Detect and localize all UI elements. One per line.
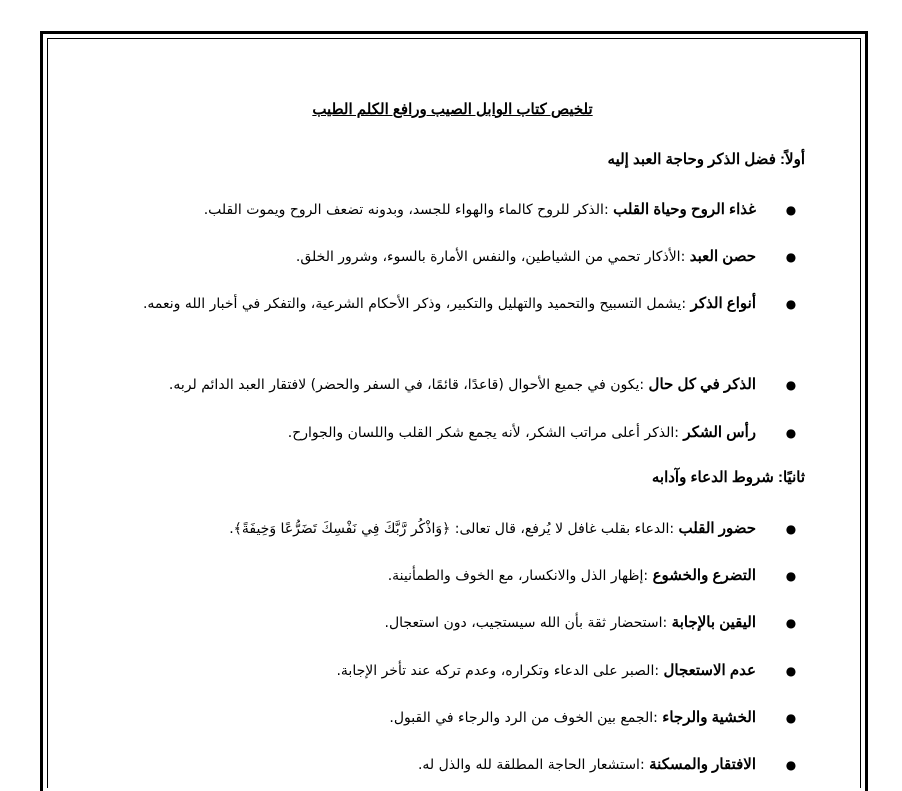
item-desc: :إظهار الذل والانكسار، مع الخوف والطمأنينة.: [387, 568, 649, 584]
list-item: [100, 413, 805, 453]
bullet-icon: ●: [785, 297, 797, 311]
item-desc: :يكون في جميع الأحوال (قاعدًا، قائمًا، في السفر والحضر) لافتقار العبد الدائم لربه.: [168, 377, 645, 393]
bullet-icon: ●: [785, 203, 797, 217]
item-term: اليقين بالإجابة: [671, 614, 756, 631]
item-term: التضرع والخشوع: [652, 567, 756, 584]
bullet-icon: ●: [785, 426, 797, 440]
item-term: غذاء الروح وحياة القلب: [613, 201, 756, 218]
item-term: الافتقار والمسكنة: [649, 756, 756, 773]
list-item: [100, 284, 805, 324]
list-item: [100, 745, 805, 785]
list-item: [100, 603, 805, 643]
list-item: [100, 237, 805, 277]
item-term: حضور القلب: [678, 520, 756, 537]
bullet-icon: ●: [785, 616, 797, 630]
item-desc: :يشمل التسبيح والتحميد والتهليل والتكبير، وذكر الأحكام الشرعية، والتفكر في أخبار الله ونعمه.: [142, 296, 687, 312]
list-item: [100, 190, 805, 230]
item-desc: :الأذكار تحمي من الشياطين، والنفس الأمارة بالسوء، وشرور الخلق.: [295, 249, 686, 265]
item-desc: :استحضار ثقة بأن الله سيستجيب، دون استعجال.: [384, 615, 668, 631]
bullet-icon: ●: [785, 711, 797, 725]
bullet-icon: ●: [785, 250, 797, 264]
list-item: [100, 651, 805, 691]
item-desc: :الصبر على الدعاء وتكراره، وعدم تركه عند تأخر الإجابة.: [336, 663, 660, 679]
bullet-icon: ●: [785, 664, 797, 678]
item-desc: :الجمع بين الخوف من الرد والرجاء في القبول.: [389, 710, 658, 726]
item-term: أنواع الذكر: [690, 295, 756, 312]
item-term: حصن العبد: [689, 248, 756, 265]
bullet-icon: ●: [785, 522, 797, 536]
bullet-icon: ●: [785, 569, 797, 583]
document-title: [100, 100, 805, 118]
document-title-text: تلخيص كتاب الوابل الصيب ورافع الكلم الطيب: [312, 101, 593, 118]
item-desc: :الذكر أعلى مراتب الشكر، لأنه يجمع شكر القلب واللسان والجوارح.: [287, 425, 679, 441]
item-term: الخشية والرجاء: [662, 709, 756, 726]
list-item: [100, 698, 805, 738]
document-body: [100, 0, 805, 777]
item-desc: :الذكر للروح كالماء والهواء للجسد، وبدونه تضعف الروح ويموت القلب.: [203, 202, 609, 218]
bullet-icon: ●: [785, 758, 797, 772]
item-desc: :الدعاء بقلب غافل لا يُرفع، قال تعالى: ﴿وَاذْكُر رَّبَّكَ فِي نَفْسِكَ تَضَرُّعًا وَخِيفَةً﴾.: [229, 521, 675, 537]
item-term: عدم الاستعجال: [663, 662, 756, 679]
bullet-icon: ●: [785, 378, 797, 392]
item-term: رأس الشكر: [683, 424, 756, 441]
section-heading-2: ثانيًا: شروط الدعاء وآدابه: [651, 469, 805, 486]
item-term: الذكر في كل حال: [648, 376, 756, 393]
section-heading-1: أولاً: فضل الذكر وحاجة العبد إليه: [607, 151, 805, 168]
list-item: [100, 556, 805, 596]
list-item: [100, 365, 805, 405]
item-desc: :استشعار الحاجة المطلقة لله والذل له.: [417, 757, 645, 773]
list-item: [100, 509, 805, 549]
